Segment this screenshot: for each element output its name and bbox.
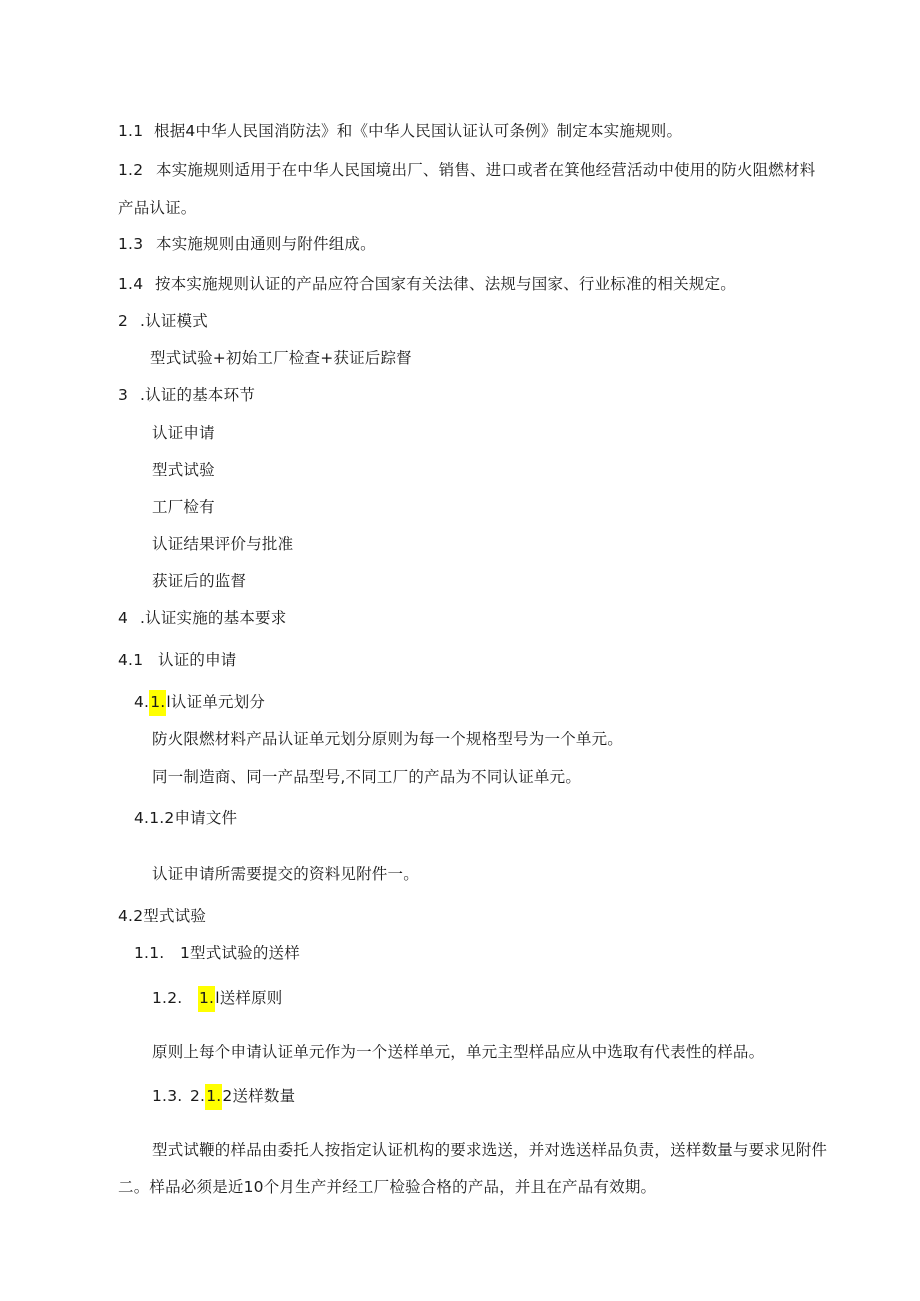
section-1-2-heading <box>152 986 283 1012</box>
heading-text: l认证单元划分 <box>166 693 266 711</box>
section-4-heading <box>118 608 286 628</box>
para-1-2-cont: 产品认证。 <box>118 199 197 217</box>
section-number: 4.1 <box>118 651 144 669</box>
section-title: 2送样数量 <box>222 1087 296 1105</box>
para-text: 本实施规则由通则与附件组成。 <box>156 235 376 253</box>
para-text: 按本实施规则认证的产品应符合国家有关法律、法规与国家、行业标准的相关规定。 <box>155 275 736 293</box>
step-item: 获证后的监督 <box>152 572 247 590</box>
para-1-3 <box>118 234 376 254</box>
section-4-1-1-body: 同一制造商、同一产品型号,不同工厂的产品为不同认证单元。 <box>152 768 582 786</box>
section-1-3-heading <box>152 1084 295 1110</box>
section-1-1-1-heading <box>134 943 300 963</box>
step-item: 认证申请 <box>152 424 215 442</box>
para-text: 本实施规则适用于在中华人民国境出厂、销售、进口或者在箕他经营活动中使用的防火阻燃材料 <box>156 161 816 179</box>
heading-prefix: 2. <box>190 1087 206 1105</box>
para-1-4 <box>118 274 736 294</box>
section-number: 2 <box>118 312 129 330</box>
section-title: .认证实施的基本要求 <box>140 609 287 627</box>
section-4-1-1-body: 防火限燃材料产品认证单元划分原则为每一个规格型号为一个单元。 <box>152 730 624 748</box>
step-item: 工厂检有 <box>152 498 215 516</box>
section-number: 4 <box>118 609 129 627</box>
highlight-mark: 1. <box>205 1084 222 1110</box>
para-1-1 <box>118 121 682 141</box>
section-3-heading <box>118 385 255 405</box>
step-item: 认证结果评价与批准 <box>152 535 294 553</box>
section-number: 1.3. <box>152 1087 183 1105</box>
para-number: 1.4 <box>118 275 144 293</box>
highlight-mark: 1. <box>198 986 215 1012</box>
section-title: 1型式试验的送样 <box>180 944 300 962</box>
section-4-1-2-body: 认证申请所需要提交的资料见附件一。 <box>152 865 419 883</box>
section-title: .认证的基本环节 <box>140 386 256 404</box>
section-title: .认证模式 <box>140 312 208 330</box>
para-1-2 <box>118 160 815 180</box>
section-2-body: 型式试验+初始工厂检查+获证后踪督 <box>150 349 412 367</box>
section-4-2-heading: 4.2型式试验 <box>118 907 207 925</box>
para-number: 1.2 <box>118 161 144 179</box>
section-4-1-1-heading <box>134 690 265 716</box>
section-title: 认证的申请 <box>158 651 237 669</box>
para-number: 1.1 <box>118 122 144 140</box>
step-item: 型式试验 <box>152 461 215 479</box>
section-1-3-body-cont: 二。样品必须是近10个月生产并经工厂检验合格的产品，并且在产品有效期。 <box>118 1178 657 1196</box>
section-number: 1.1. <box>134 944 165 962</box>
heading-prefix: 4. <box>134 693 150 711</box>
para-number: 1.3 <box>118 235 144 253</box>
section-4-1-2-heading: 4.1.2申请文件 <box>134 809 238 827</box>
section-2-heading <box>118 311 208 331</box>
para-text: 根据4中华人民国消防法》和《中华人民国认证认可条例》制定本实施规则。 <box>154 122 683 140</box>
section-number: 3 <box>118 386 129 404</box>
section-number: 1.2. <box>152 989 183 1007</box>
section-1-3-body: 型式试鞭的样品由委托人按指定认证机构的要求选送，并对选送样品负责，送样数量与要求见附件 <box>152 1141 828 1159</box>
section-1-2-body: 原则上每个申请认证单元作为一个送样单元，单元主型样品应从中选取有代表性的样品。 <box>152 1043 765 1061</box>
section-title: l送样原则 <box>215 989 283 1007</box>
highlight-mark: 1. <box>149 690 166 716</box>
section-4-1-heading <box>118 650 237 670</box>
